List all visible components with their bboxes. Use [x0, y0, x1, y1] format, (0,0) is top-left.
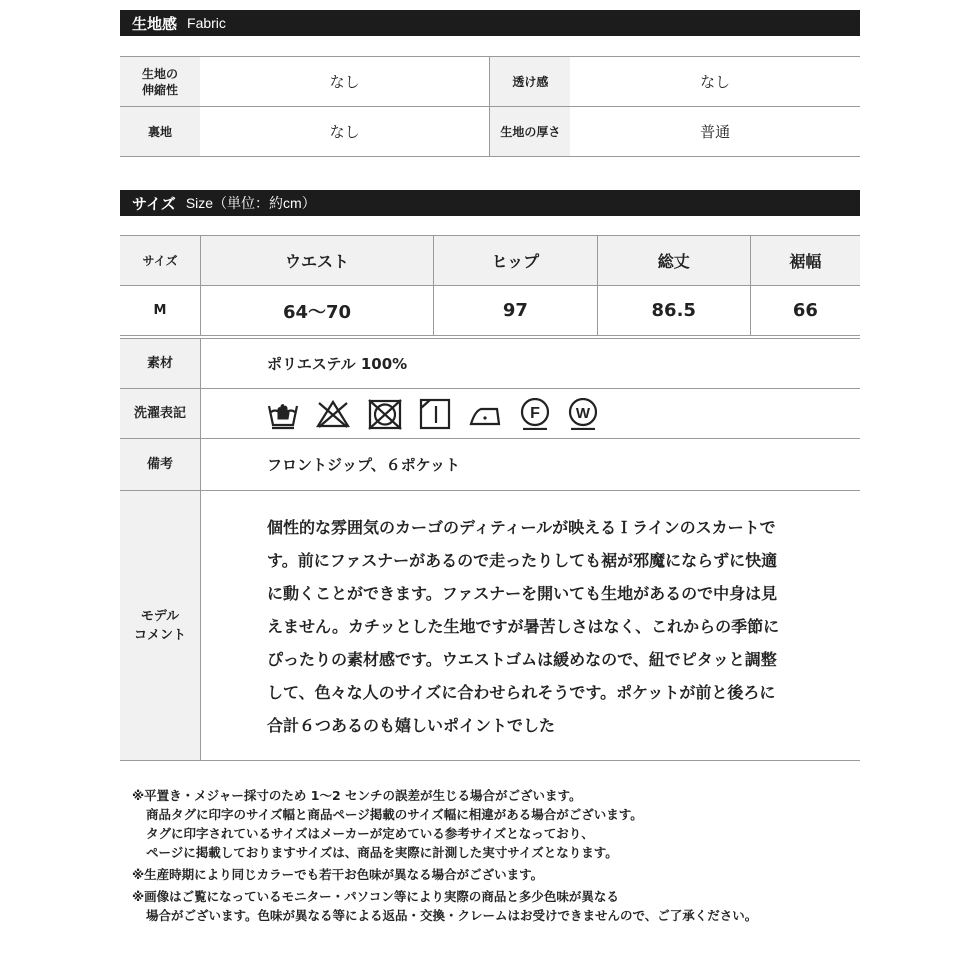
size-row — [120, 286, 860, 336]
size-col-hem-width: 裾幅 — [750, 236, 860, 286]
fabric-section-subtitle: Fabric — [187, 15, 226, 31]
stretch-label-line-2: 伸縮性 — [141, 82, 178, 97]
stretch-value: なし — [200, 57, 490, 107]
thickness-value: 普通 — [570, 107, 860, 157]
fabric-section-title: 生地感 — [132, 14, 178, 33]
thickness-label: 生地の厚さ — [490, 107, 570, 157]
comment-line: ぴったりの素材感です。ウエストゴムは緩めなので、紐でピタッと調整 — [267, 650, 777, 669]
disclaimer-color-lot — [132, 865, 852, 884]
waist-value: 64〜70 — [201, 286, 434, 336]
disclaimer-line: 場合がございます。色味が異なる等による返品・交換・クレームはお受けできませんので、ご了承ください。 — [146, 908, 758, 923]
size-header-row — [120, 236, 860, 286]
size-col-hip: ヒップ — [434, 236, 598, 286]
hem-width-value: 66 — [750, 286, 860, 336]
material-value: ポリエステル 100% — [201, 339, 861, 389]
comment-line: 合計６つあるのも嬉しいポイントでした — [267, 716, 556, 735]
detail-table — [120, 338, 860, 761]
disclaimer-monitor — [132, 887, 852, 925]
comment-line: す。前にファスナーがあるので走ったりしても裾が邪魔にならずに快適 — [267, 551, 778, 570]
fabric-table — [120, 56, 860, 157]
sheerness-value: なし — [570, 57, 860, 107]
lining-label: 裏地 — [120, 107, 200, 157]
comment-line: 個性的な雰囲気のカーゴのディティールが映えるＩラインのスカートで — [267, 518, 776, 537]
size-col-length: 総丈 — [597, 236, 750, 286]
no-bleach-icon — [315, 398, 351, 430]
care-row — [120, 389, 860, 439]
dry-clean-f-icon — [519, 398, 551, 430]
comment-line: して、色々な人のサイズに合わせられそうです。ポケットが前と後ろに — [267, 683, 776, 702]
disclaimer-line: ※生産時期により同じカラーでも若干お色味が異なる場合がございます。 — [132, 867, 544, 882]
disclaimer-line: タグに印字されているサイズはメーカーが定めている参考サイズとなっており、 — [146, 826, 594, 841]
hip-value: 97 — [434, 286, 598, 336]
comment-label-line-2: コメント — [133, 627, 186, 643]
svg-text:W: W — [575, 404, 591, 422]
length-value: 86.5 — [597, 286, 750, 336]
size-section-header — [120, 190, 860, 216]
fabric-row — [120, 57, 860, 107]
disclaimer-line: ※平置き・メジャー採寸のため 1〜2 センチの誤差が生じる場合がございます。 — [132, 788, 582, 803]
size-table — [120, 235, 860, 336]
material-row — [120, 339, 860, 389]
disclaimer-measurement — [132, 786, 852, 862]
size-header-label: サイズ — [120, 236, 201, 286]
disclaimer-line: ※画像はご覧になっているモニター・パソコン等により実際の商品と多少色味が異なる — [132, 889, 619, 904]
size-section-subtitle: Size（単位：約cm） — [185, 195, 316, 211]
lining-value: なし — [200, 107, 490, 157]
iron-low-icon — [467, 398, 503, 430]
comment-label — [120, 491, 201, 761]
line-dry-icon — [419, 398, 451, 430]
svg-text:F: F — [530, 404, 540, 422]
disclaimer-line: 商品タグに印字のサイズ幅と商品ページ掲載のサイズ幅に相違がある場合がございます。 — [146, 807, 643, 822]
comment-label-line-1: モデル — [140, 608, 180, 624]
disclaimer-notes — [132, 786, 852, 928]
stretch-label — [120, 57, 200, 107]
comment-line: えません。カチッとした生地ですが暑苦しさはなく、これからの季節に — [267, 617, 780, 636]
disclaimer-line: ページに掲載しておりますサイズは、商品を実際に計測した実寸サイズとなります。 — [146, 845, 618, 860]
comment-row — [120, 491, 860, 761]
hand-wash-icon — [267, 398, 299, 430]
care-label: 洗濯表記 — [120, 389, 201, 439]
notes-label: 備考 — [120, 439, 201, 491]
size-col-waist: ウエスト — [201, 236, 434, 286]
fabric-section-header — [120, 10, 860, 36]
size-name: M — [120, 286, 201, 336]
care-icons — [201, 389, 861, 439]
comment-line: に動くことができます。ファスナーを開いても生地があるので中身は見 — [267, 584, 778, 603]
material-label: 素材 — [120, 339, 201, 389]
size-section-title: サイズ — [132, 194, 176, 213]
sheerness-label: 透け感 — [490, 57, 570, 107]
stretch-label-line-1: 生地の — [141, 66, 178, 81]
fabric-row — [120, 107, 860, 157]
no-tumble-dry-icon — [367, 398, 403, 430]
wet-clean-w-icon — [567, 398, 599, 430]
notes-row — [120, 439, 860, 491]
notes-value: フロントジップ、６ポケット — [201, 439, 861, 491]
model-comment — [201, 491, 861, 761]
